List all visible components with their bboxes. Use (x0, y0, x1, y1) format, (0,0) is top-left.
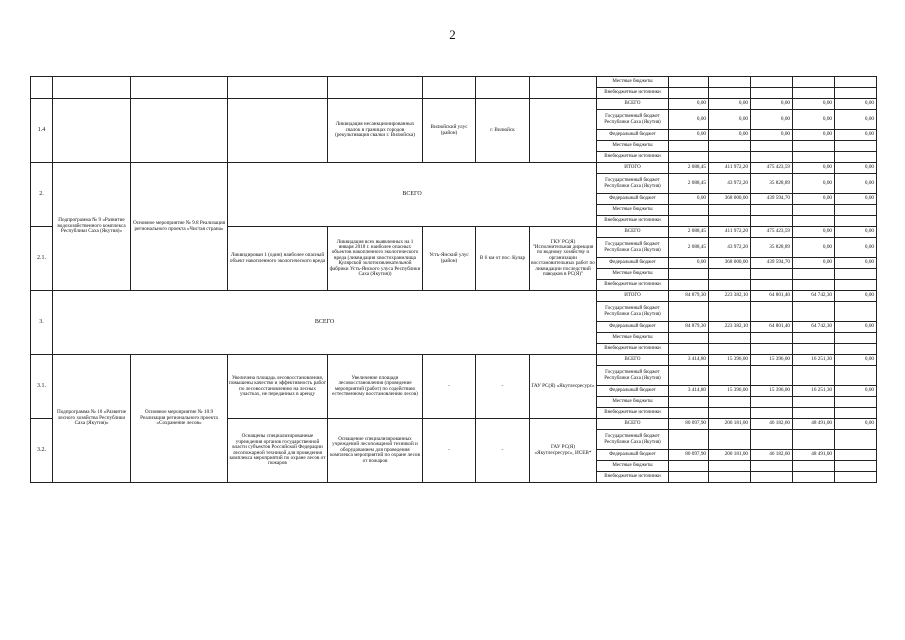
value-cell: 0,00 (835, 163, 877, 174)
source-federal: Федеральный бюджет (597, 386, 669, 397)
source-local: Местные бюджеты (597, 205, 669, 216)
source-extra: Внебюджетные источники (597, 88, 669, 99)
value-cell: 475 423,59 (751, 227, 793, 238)
value-cell: 475 423,59 (751, 163, 793, 174)
value-cell: 0,00 (751, 99, 793, 110)
place-text: г. Вилюйск (476, 99, 530, 163)
source-federal: Федеральный бюджет (597, 450, 669, 461)
object-text: Ликвидация несанкционированных свалок в границах городов (рекультивация свалки г. Вилюйска) (328, 99, 423, 163)
value-cell: 0,00 (793, 110, 835, 130)
value-cell: 43 972,20 (709, 238, 751, 258)
indicator-text: Ликвидирован 1 (один) наиболее опасный объект накопленного экологического вреда (228, 227, 328, 291)
value-cell: 0,00 (835, 130, 877, 141)
value-cell: 80 097,90 (669, 450, 709, 461)
place-text: - (476, 355, 530, 419)
value-cell: 0,00 (793, 130, 835, 141)
total-label: ВСЕГО (53, 291, 597, 355)
value-cell: 439 594,70 (751, 258, 793, 269)
source-local: Местные бюджеты (597, 77, 669, 88)
value-cell: 0,00 (669, 258, 709, 269)
value-cell: 84 879,30 (669, 291, 709, 302)
value-cell: 3 414,80 (669, 386, 709, 397)
value-cell: 0,00 (835, 110, 877, 130)
value-cell: 200 181,00 (709, 419, 751, 430)
value-cell: 0,00 (835, 174, 877, 194)
value-cell: 0,00 (835, 238, 877, 258)
source-local: Местные бюджеты (597, 397, 669, 408)
place-text: В 6 км от пос. Кулар (476, 227, 530, 291)
value-cell: 35 828,89 (751, 174, 793, 194)
value-cell: 0,00 (835, 258, 877, 269)
source-extra: Внебюджетные источники (597, 472, 669, 483)
page-number: 2 (449, 27, 456, 42)
value-cell: 48 491,00 (793, 450, 835, 461)
place-text: - (476, 419, 530, 483)
value-cell: 0,00 (669, 194, 709, 205)
executor-text: ГКУ РС(Я) "Исполнительная дирекция по водному хозяйству и организации восстановительных работ по ликвидации последствий паводков в РС(Я)" (530, 227, 597, 291)
value-cell: 0,00 (835, 194, 877, 205)
source-extra: Внебюджетные источники (597, 216, 669, 227)
executor-text: ГАУ РС(Я) «Якутлесресурс», ИСЕВ* (530, 419, 597, 483)
row-number: 1.4 (31, 99, 53, 163)
value-cell: 200 181,00 (709, 450, 751, 461)
value-cell: 0,00 (835, 386, 877, 397)
value-cell: 0,00 (751, 130, 793, 141)
object-text: Увеличение площади лесовосстановления (проведение мероприятий (работ) по содействию естественному восстановлению лесов) (328, 355, 423, 419)
subprogram-text: Подпрограмма № 10 «Развитие лесного хозяйства Республики Саха (Якутия)» (53, 355, 131, 483)
value-cell: 0,00 (709, 99, 751, 110)
total-label: ВСЕГО (228, 163, 597, 227)
value-cell: 15 396,00 (709, 355, 751, 366)
value-cell: 0,00 (669, 99, 709, 110)
value-cell: 0,00 (835, 419, 877, 430)
value-cell: 0,00 (835, 355, 877, 366)
value-cell: 0,00 (793, 194, 835, 205)
value-cell: 64 742,30 (793, 291, 835, 302)
district-text: - (423, 419, 476, 483)
source-local: Местные бюджеты (597, 141, 669, 152)
value-cell: 35 828,89 (751, 238, 793, 258)
value-cell: 0,00 (669, 130, 709, 141)
district-text: - (423, 355, 476, 419)
value-cell: 223 382,10 (709, 291, 751, 302)
total-label: ВСЕГО (597, 227, 669, 238)
indicator-text: Увеличена площадь лесовосстановления, повышены качество и эффективность работ по лесовосстановлению на лесных участках, не переданных в аренду (228, 355, 328, 419)
value-cell: 2 088,45 (669, 163, 709, 174)
budget-table-main (30, 76, 877, 483)
value-cell: 368 000,00 (709, 258, 751, 269)
value-cell: 223 382,10 (709, 322, 751, 333)
measure-text: Основное мероприятие № 9.8 Реализация регионального проекта «Чистая страна» (131, 163, 228, 291)
source-state: Государственный бюджет Республики Саха (Якутия) (597, 302, 669, 322)
source-federal: Федеральный бюджет (597, 130, 669, 141)
total-label: ВСЕГО (597, 419, 669, 430)
value-cell: 0,00 (751, 110, 793, 130)
object-text: Ликвидация всех выявленных на 1 января 2018 г. наиболее опасных объектов накопленного экологического вреда (ликвидация хвостохранилища Кулярской золотоизвлекательной фабрики Усть-Янского улуса Республики Саха (Якутия)) (328, 227, 423, 291)
value-cell: 0,00 (793, 163, 835, 174)
value-cell: 0,00 (793, 174, 835, 194)
value-cell: 2 088,45 (669, 238, 709, 258)
value-cell: 411 972,20 (709, 163, 751, 174)
source-extra: Внебюджетные источники (597, 152, 669, 163)
value-cell: 0,00 (793, 258, 835, 269)
subprogram-text: Подпрограмма № 9 «Развитие водохозяйственного комплекса Республики Саха (Якутия)» (53, 163, 131, 291)
value-cell: 0,00 (793, 99, 835, 110)
row-number: 3.1. (31, 355, 53, 419)
district-text: Усть-Янский улус (район) (423, 227, 476, 291)
value-cell: 43 972,20 (709, 174, 751, 194)
value-cell: 411 972,20 (709, 227, 751, 238)
object-text: Оснащение специализированных учреждений лесопожарной техникой и оборудованием для проведения комплекса мероприятий по охране лесов от пожаров (328, 419, 423, 483)
source-local: Местные бюджеты (597, 269, 669, 280)
source-state: Государственный бюджет Республики Саха (Якутия) (597, 366, 669, 386)
value-cell: 3 414,80 (669, 355, 709, 366)
value-cell (835, 450, 877, 461)
source-federal: Федеральный бюджет (597, 258, 669, 269)
district-text: Вилюйский улус (район) (423, 99, 476, 163)
source-extra: Внебюджетные источники (597, 408, 669, 419)
total-label: ВСЕГО (597, 99, 669, 110)
value-cell: 16 251,30 (793, 355, 835, 366)
value-cell: 439 594,70 (751, 194, 793, 205)
value-cell: 64 742,30 (793, 322, 835, 333)
value-cell: 16 251,30 (793, 386, 835, 397)
row-number: 2.1. (31, 227, 53, 291)
value-cell: 2 088,45 (669, 227, 709, 238)
measure-text: Основное мероприятие № 10.9 Реализация регионального проекта «Сохранение лесов» (131, 355, 228, 483)
value-cell: 0,00 (835, 99, 877, 110)
value-cell: 0,00 (793, 227, 835, 238)
value-cell: 0,00 (835, 322, 877, 333)
value-cell: 15 396,00 (709, 386, 751, 397)
value-cell: 0,00 (669, 110, 709, 130)
itogo-label: ИТОГО (597, 163, 669, 174)
value-cell: 15 396,00 (751, 355, 793, 366)
value-cell: 2 088,45 (669, 174, 709, 194)
value-cell: 15 396,00 (751, 386, 793, 397)
value-cell: 0,00 (709, 130, 751, 141)
value-cell: 46 182,60 (751, 450, 793, 461)
value-cell: 0,00 (793, 238, 835, 258)
executor-text: ГАУ РС(Я) «Якутлесресурс» (530, 355, 597, 419)
value-cell: 64 801,40 (751, 322, 793, 333)
value-cell: 46 182,60 (751, 419, 793, 430)
source-federal: Федеральный бюджет (597, 322, 669, 333)
row-number: 2. (31, 163, 53, 227)
value-cell: 0,00 (835, 227, 877, 238)
row-number: 3.2. (31, 419, 53, 483)
source-extra: Внебюджетные источники (597, 280, 669, 291)
value-cell: 0,00 (835, 291, 877, 302)
value-cell: 368 000,00 (709, 194, 751, 205)
source-local: Местные бюджеты (597, 461, 669, 472)
total-label: ВСЕГО (597, 355, 669, 366)
value-cell: 0,00 (709, 110, 751, 130)
value-cell: 80 097,90 (669, 419, 709, 430)
source-extra: Внебюджетные источники (597, 344, 669, 355)
value-cell: 48 491,00 (793, 419, 835, 430)
value-cell: 64 801,40 (751, 291, 793, 302)
source-state: Государственный бюджет Республики Саха (Якутия) (597, 238, 669, 258)
source-state: Государственный бюджет Республики Саха (Якутия) (597, 110, 669, 130)
row-number: 3. (31, 291, 53, 355)
source-state: Государственный бюджет Республики Саха (Якутия) (597, 430, 669, 450)
source-local: Местные бюджеты (597, 333, 669, 344)
source-federal: Федеральный бюджет (597, 194, 669, 205)
itogo-label: ИТОГО (597, 291, 669, 302)
source-state: Государственный бюджет Республики Саха (Якутия) (597, 174, 669, 194)
value-cell: 84 879,30 (669, 322, 709, 333)
indicator-text: Оснащены специализированные учреждения органов государственной власти субъектов Российской Федерации лесопожарной техникой для проведения комплекса мероприятий по охране лесов от пожаров (228, 419, 328, 483)
